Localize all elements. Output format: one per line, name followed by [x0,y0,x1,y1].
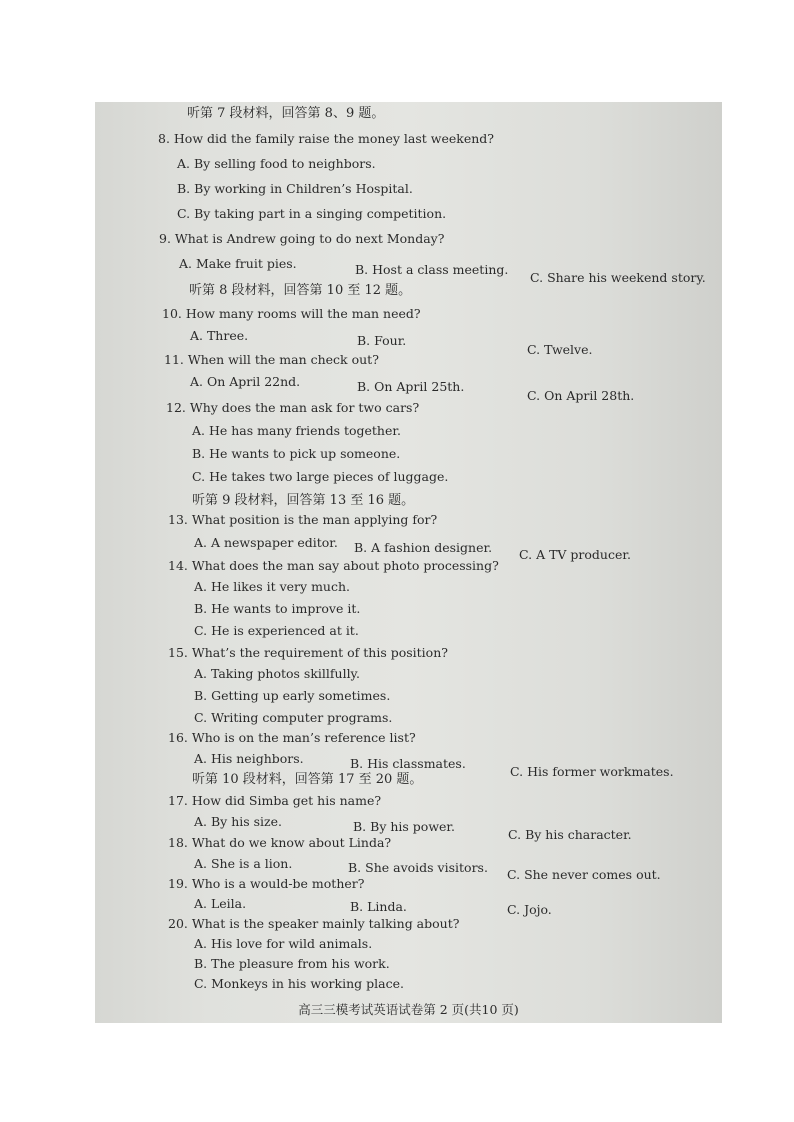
q16-option-c: C. His former workmates. [510,764,674,779]
q15-option-c: C. Writing computer programs. [194,710,393,725]
question-18: 18. What do we know about Linda? [168,835,392,850]
question-11: 11. When will the man check out? [164,352,379,367]
q19-option-b: B. Linda. [350,899,407,914]
q16-option-a: A. His neighbors. [194,751,304,766]
q11-option-a: A. On April 22nd. [190,374,301,389]
q17-option-b: B. By his power. [353,819,455,834]
q19-option-c: C. Jojo. [507,902,552,917]
section-heading-8: 听第 8 段材料，回答第 10 至 12 题。 [189,283,412,298]
q19-option-a: A. Leila. [194,896,247,911]
q9-option-c: C. Share his weekend story. [530,270,706,285]
q12-option-c: C. He takes two large pieces of luggage. [192,469,449,484]
q10-option-b: B. Four. [357,333,407,348]
question-16: 16. Who is on the man’s reference list? [168,730,416,745]
q17-option-a: A. By his size. [194,814,283,829]
question-14: 14. What does the man say about photo processing? [168,558,499,573]
section-heading-10: 听第 10 段材料，回答第 17 至 20 题。 [192,772,423,787]
q13-option-a: A. A newspaper editor. [194,535,338,550]
question-17: 17. How did Simba get his name? [168,793,382,808]
question-9: 9. What is Andrew going to do next Monday? [159,231,445,246]
question-10: 10. How many rooms will the man need? [162,306,421,321]
question-13: 13. What position is the man applying for? [168,512,438,527]
q18-option-a: A. She is a lion. [194,856,293,871]
q12-option-a: A. He has many friends together. [192,423,401,438]
q8-option-a: A. By selling food to neighbors. [177,156,376,171]
section-heading-9: 听第 9 段材料，回答第 13 至 16 题。 [192,493,415,508]
q12-option-b: B. He wants to pick up someone. [192,446,401,461]
q11-option-c: C. On April 28th. [527,388,635,403]
q10-option-c: C. Twelve. [527,342,593,357]
question-20: 20. What is the speaker mainly talking about? [168,916,460,931]
q20-option-b: B. The pleasure from his work. [194,956,390,971]
question-19: 19. Who is a would-be mother? [168,876,365,891]
q13-option-c: C. A TV producer. [519,547,631,562]
q13-option-b: B. A fashion designer. [354,540,493,555]
question-12: 12. Why does the man ask for two cars? [166,400,420,415]
q20-option-a: A. His love for wild animals. [194,936,373,951]
q9-option-a: A. Make fruit pies. [179,256,297,271]
q8-option-b: B. By working in Children’s Hospital. [177,181,413,196]
page-footer: 高三三模考试英语试卷第 2 页(共10 页) [298,1002,519,1017]
question-8: 8. How did the family raise the money last weekend? [158,131,494,146]
q15-option-a: A. Taking photos skillfully. [194,666,360,681]
q14-option-a: A. He likes it very much. [194,579,350,594]
q18-option-c: C. She never comes out. [507,867,661,882]
q16-option-b: B. His classmates. [350,756,466,771]
q14-option-b: B. He wants to improve it. [194,601,361,616]
q10-option-a: A. Three. [190,328,249,343]
q14-option-c: C. He is experienced at it. [194,623,359,638]
question-15: 15. What’s the requirement of this position? [168,645,448,660]
q20-option-c: C. Monkeys in his working place. [194,976,404,991]
section-heading-7: 听第 7 段材料，回答第 8、9 题。 [187,106,385,121]
exam-page [95,102,722,1023]
q15-option-b: B. Getting up early sometimes. [194,688,391,703]
q8-option-c: C. By taking part in a singing competition. [177,206,447,221]
q17-option-c: C. By his character. [508,827,632,842]
q18-option-b: B. She avoids visitors. [348,860,488,875]
q11-option-b: B. On April 25th. [357,379,465,394]
q9-option-b: B. Host a class meeting. [355,262,509,277]
